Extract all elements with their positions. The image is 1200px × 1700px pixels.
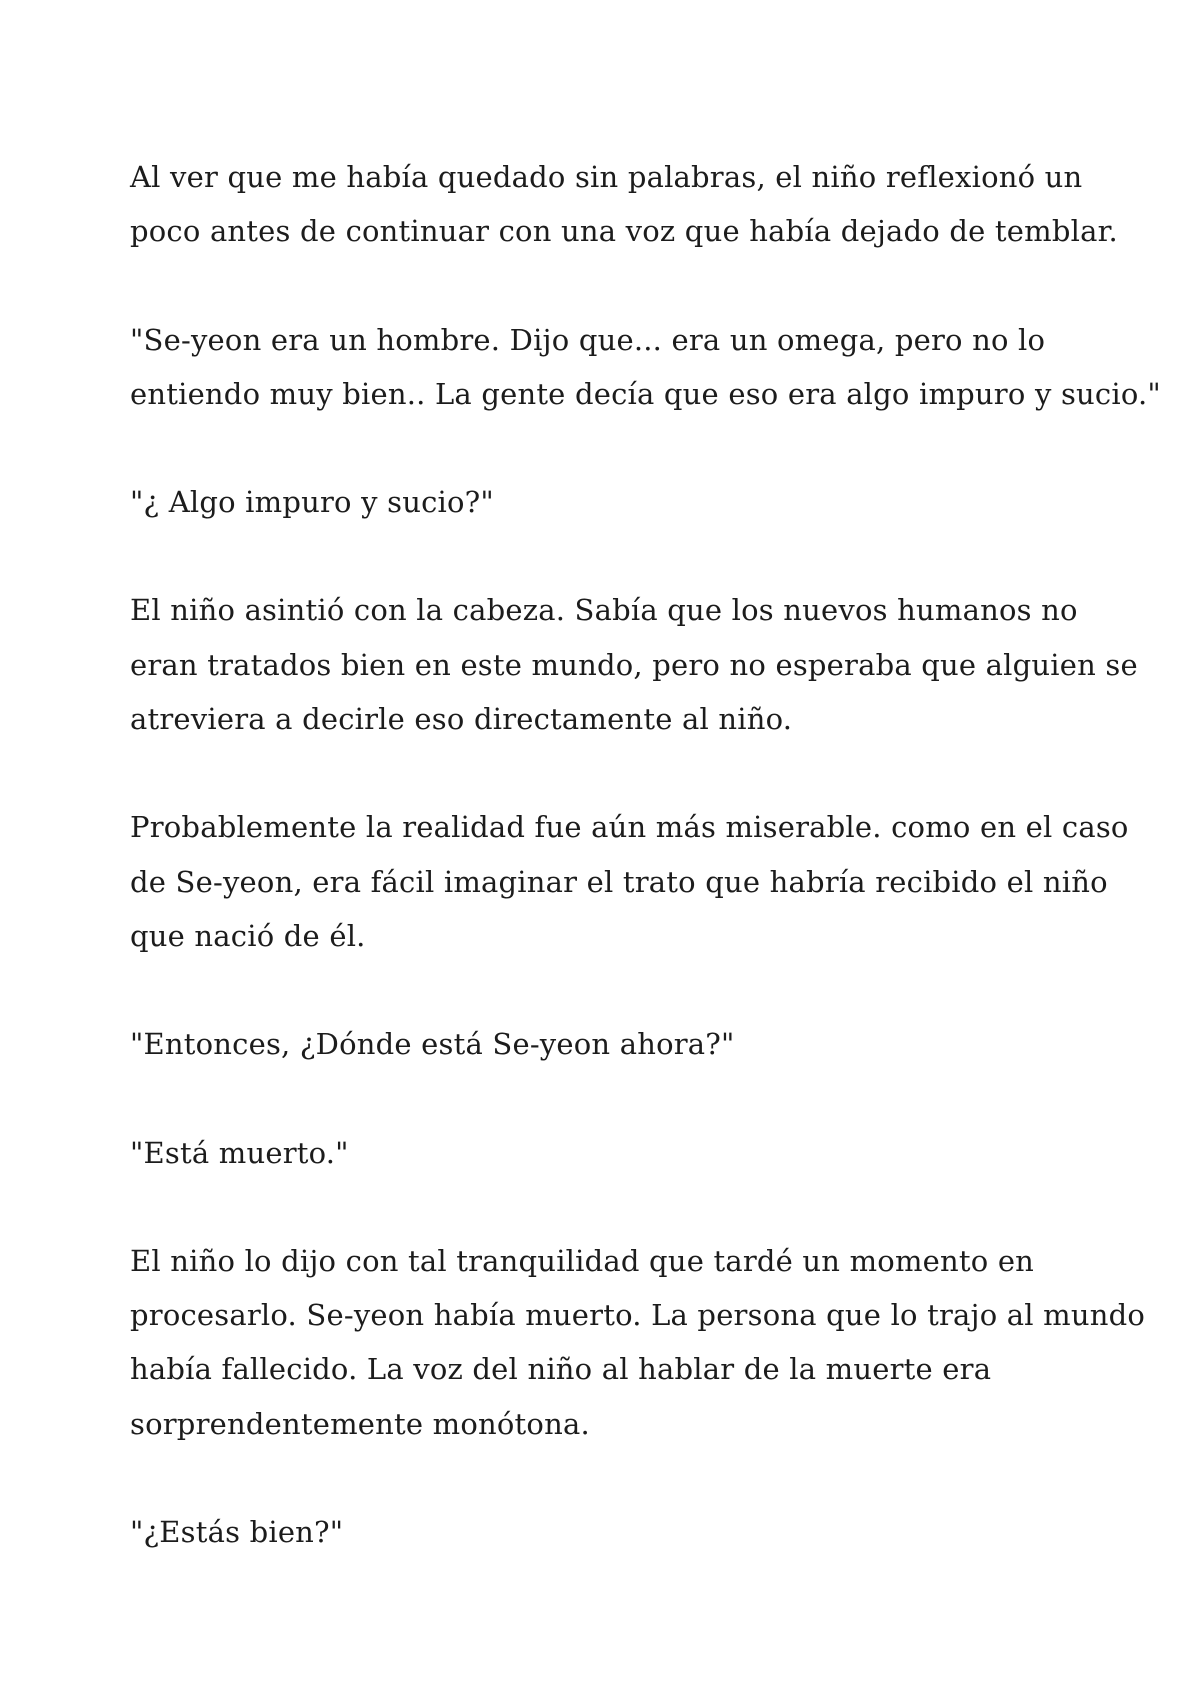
paragraph: [130, 1017, 1090, 1071]
text-line: El niño lo dijo con tal tranquilidad que tardé un momento en: [130, 1243, 1035, 1278]
paragraph: [130, 313, 1161, 422]
document-page: [130, 150, 1161, 1613]
text-line: Al ver que me había quedado sin palabras, el niño reflexionó un: [130, 160, 1083, 194]
paragraph: [130, 475, 1090, 529]
text-line: sorprendentemente monótona.: [130, 1406, 590, 1441]
text-line: "¿ Algo impuro y sucio?": [130, 485, 494, 520]
text-line: que nació de él.: [130, 918, 366, 953]
paragraph: [130, 583, 1138, 746]
text-line: "Se-yeon era un hombre. Dijo que... era un omega, pero no lo: [130, 322, 1046, 357]
paragraph: [130, 800, 1129, 963]
text-line: eran tratados bien en este mundo, pero no esperaba que alguien se: [130, 647, 1138, 682]
text-line: había fallecido. La voz del niño al hablar de la muerte era: [130, 1352, 992, 1387]
text-line: atreviera a decirle eso directamente al niño.: [130, 702, 793, 737]
paragraph: [130, 1505, 1090, 1559]
text-line: "Está muerto.": [130, 1135, 349, 1170]
paragraph: [130, 150, 1118, 259]
paragraph: [130, 1126, 1090, 1180]
text-line: El niño asintió con la cabeza. Sabía que los nuevos humanos no: [130, 593, 1078, 628]
text-line: "¿Estás bien?": [130, 1515, 344, 1550]
text-line: de Se-yeon, era fácil imaginar el trato que habría recibido el niño: [130, 864, 1108, 899]
text-line: poco antes de continuar con una voz que había dejado de temblar.: [130, 214, 1118, 249]
text-line: Probablemente la realidad fue aún más miserable. como en el caso: [130, 810, 1129, 845]
text-line: entiendo muy bien.. La gente decía que eso era algo impuro y sucio.": [130, 376, 1161, 411]
text-line: "Entonces, ¿Dónde está Se-yeon ahora?": [130, 1027, 735, 1062]
paragraph: [130, 1234, 1146, 1451]
text-line: procesarlo. Se-yeon había muerto. La persona que lo trajo al mundo: [130, 1298, 1146, 1333]
